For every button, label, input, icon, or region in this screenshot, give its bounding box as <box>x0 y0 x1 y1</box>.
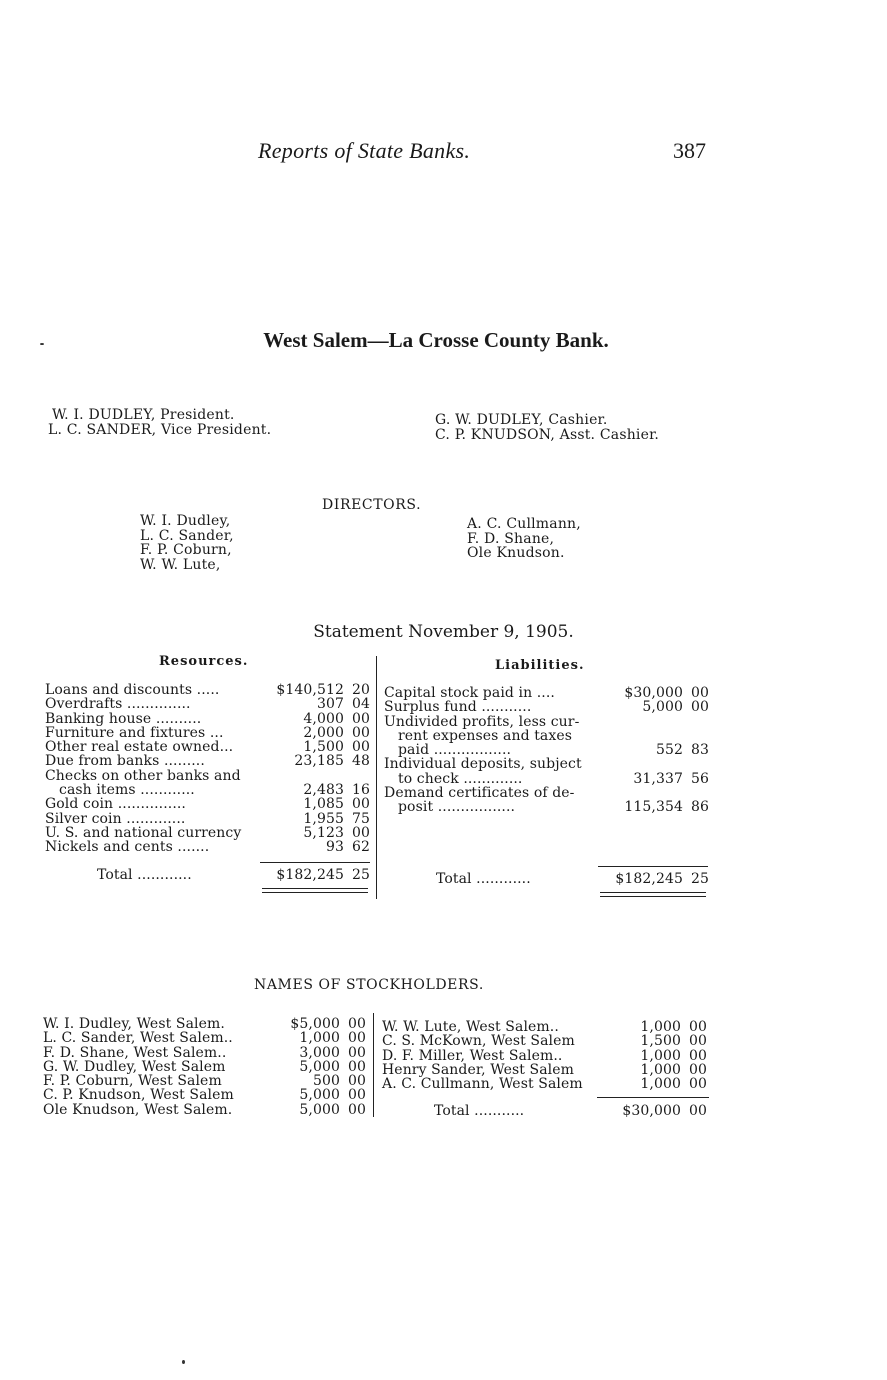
resource-row <box>45 812 375 826</box>
resource-row <box>45 726 375 740</box>
officer-assistant-cashier: C. P. KNUDSON, Asst. Cashier. <box>435 427 660 443</box>
row-label: Banking house .......... <box>45 710 202 727</box>
liability-row <box>384 715 714 729</box>
row-dollars: 5,000 <box>299 1101 340 1118</box>
row-label: W. I. Dudley, West Salem. <box>43 1016 225 1032</box>
row-label: F. D. Shane, West Salem.. <box>43 1044 227 1061</box>
officer-cashier: G. W. DUDLEY, Cashier. <box>435 412 608 428</box>
row-label: C. P. Knudson, West Salem <box>43 1087 234 1104</box>
director-name: A. C. Cullmann, <box>467 516 581 532</box>
row-label: G. W. Dudley, West Salem <box>43 1058 226 1075</box>
row-cents: 00 <box>689 1033 708 1050</box>
stockholders-total-rule <box>597 1097 709 1098</box>
resource-row <box>45 769 375 783</box>
stockholder-row <box>382 1034 712 1048</box>
scan-speck <box>182 1360 185 1364</box>
director-name: Ole Knudson. <box>467 545 565 561</box>
liability-row <box>384 786 714 800</box>
liability-row <box>384 800 714 814</box>
row-cents: 20 <box>352 682 371 698</box>
row-dollars: $140,512 <box>276 682 344 698</box>
bank-title: West Salem—La Crosse County Bank. <box>263 328 609 352</box>
row-label: paid ................. <box>398 742 512 759</box>
row-cents: 00 <box>689 1061 708 1078</box>
resource-row <box>45 783 375 797</box>
statement-column-divider <box>376 656 377 899</box>
stockholders-heading: NAMES OF STOCKHOLDERS. <box>254 977 484 993</box>
row-label: Other real estate owned... <box>45 739 234 756</box>
row-dollars: $5,000 <box>290 1016 340 1032</box>
stockholders-total <box>382 1104 712 1118</box>
row-label: L. C. Sander, West Salem.. <box>43 1030 233 1047</box>
row-cents: 00 <box>348 1030 367 1047</box>
row-dollars: 1,000 <box>640 1047 681 1064</box>
director-name: L. C. Sander, <box>140 527 234 544</box>
row-cents: 00 <box>348 1087 367 1104</box>
stockholders-column-divider <box>373 1013 374 1117</box>
row-dollars: $30,000 <box>624 685 683 701</box>
resources-total-rule <box>260 862 370 863</box>
row-label: F. P. Coburn, West Salem <box>43 1073 222 1090</box>
director-name: F. D. Shane, <box>467 530 555 547</box>
row-label: Gold coin ............... <box>45 796 186 813</box>
stockholder-row <box>382 1049 712 1063</box>
row-dollars: 23,185 <box>294 753 344 770</box>
row-cents: 25 <box>352 867 371 883</box>
row-cents: 16 <box>352 782 371 799</box>
row-dollars: 307 <box>316 696 344 713</box>
row-cents: 00 <box>352 796 371 813</box>
row-cents: 25 <box>691 871 710 887</box>
row-cents: 00 <box>352 824 371 841</box>
row-dollars: $30,000 <box>622 1103 681 1119</box>
resources-total-double-rule <box>262 888 368 893</box>
row-dollars: 1,955 <box>303 810 344 827</box>
resources-heading: Resources. <box>159 654 249 669</box>
liability-row <box>384 772 714 786</box>
row-cents: 00 <box>689 1103 708 1119</box>
officer-vice-president: L. C. SANDER, Vice President. <box>48 422 272 438</box>
stockholders-left-table <box>43 1017 373 1117</box>
row-label: Ole Knudson, West Salem. <box>43 1101 233 1118</box>
row-dollars: 1,085 <box>303 796 344 813</box>
liability-row <box>384 700 714 714</box>
resource-row <box>45 683 375 697</box>
row-cents: 00 <box>348 1016 367 1032</box>
scan-speck <box>40 343 44 345</box>
row-dollars: 500 <box>312 1073 340 1090</box>
row-dollars: 5,000 <box>299 1058 340 1075</box>
director-name: W. W. Lute, <box>140 556 221 573</box>
stockholder-row <box>43 1060 373 1074</box>
liability-row <box>384 743 714 757</box>
row-label: Total ............ <box>97 867 192 883</box>
resources-total-row <box>45 868 375 882</box>
row-label: Individual deposits, subject <box>384 756 582 773</box>
row-cents: 00 <box>689 1047 708 1064</box>
row-cents: 00 <box>352 739 371 756</box>
page-number: 387 <box>673 138 706 163</box>
row-label: Demand certificates of de- <box>384 785 575 802</box>
row-label: Capital stock paid in .... <box>384 685 555 701</box>
resource-row <box>45 712 375 726</box>
stockholder-row <box>43 1046 373 1060</box>
row-dollars: 115,354 <box>624 799 683 816</box>
running-title: Reports of State Banks. <box>258 138 471 163</box>
row-label: C. S. McKown, West Salem <box>382 1033 575 1050</box>
row-cents: 00 <box>689 1076 708 1093</box>
resources-total <box>45 868 375 882</box>
stockholder-row <box>43 1031 373 1045</box>
resource-row <box>45 840 375 854</box>
row-dollars: $182,245 <box>276 867 344 883</box>
row-label: U. S. and national currency <box>45 824 242 841</box>
row-label: Loans and discounts ..... <box>45 682 220 698</box>
row-cents: 00 <box>352 710 371 727</box>
row-dollars: 2,483 <box>303 782 344 799</box>
stockholder-row <box>43 1103 373 1117</box>
row-dollars: 1,500 <box>640 1033 681 1050</box>
liabilities-total-double-rule <box>600 892 706 897</box>
resource-row <box>45 740 375 754</box>
row-label: Due from banks ......... <box>45 753 205 770</box>
row-dollars: 3,000 <box>299 1044 340 1061</box>
row-label: Nickels and cents ....... <box>45 839 210 856</box>
stockholder-row <box>382 1077 712 1091</box>
row-dollars: 5,000 <box>642 699 683 716</box>
directors-right-list <box>467 517 581 561</box>
row-dollars: 1,000 <box>640 1019 681 1035</box>
row-label: A. C. Cullmann, West Salem <box>382 1076 583 1093</box>
row-cents: 56 <box>691 770 710 787</box>
row-cents: 83 <box>691 742 710 759</box>
director-name: F. P. Coburn, <box>140 542 232 558</box>
row-label: Henry Sander, West Salem <box>382 1061 574 1078</box>
stockholders-right-table <box>382 1020 712 1091</box>
row-dollars: 1,500 <box>303 739 344 756</box>
row-label: cash items ............ <box>59 782 195 799</box>
liabilities-total-rule <box>598 866 708 867</box>
row-dollars: 4,000 <box>303 710 344 727</box>
directors-left-list <box>140 514 234 572</box>
row-dollars: 5,000 <box>299 1087 340 1104</box>
row-dollars: 93 <box>325 839 344 856</box>
resource-row <box>45 826 375 840</box>
officer-president: W. I. DUDLEY, President. <box>52 407 235 423</box>
row-cents: 48 <box>352 753 371 770</box>
stockholder-row <box>382 1020 712 1034</box>
liabilities-heading: Liabilities. <box>495 658 585 673</box>
liability-row <box>384 686 714 700</box>
liabilities-total <box>384 872 714 886</box>
row-label: Checks on other banks and <box>45 767 241 784</box>
statement-title: Statement November 9, 1905. <box>313 622 574 642</box>
row-label: Total ............ <box>436 871 531 887</box>
director-name: W. I. Dudley, <box>140 513 231 529</box>
row-label: Total ........... <box>434 1103 525 1119</box>
row-label: Furniture and fixtures ... <box>45 724 224 741</box>
stockholder-row <box>382 1063 712 1077</box>
row-label: Undivided profits, less cur- <box>384 713 580 730</box>
liability-row <box>384 729 714 743</box>
row-label: rent expenses and taxes <box>398 727 573 744</box>
row-cents: 62 <box>352 839 371 856</box>
resource-row <box>45 697 375 711</box>
row-label: W. W. Lute, West Salem.. <box>382 1019 559 1035</box>
row-dollars: 1,000 <box>299 1030 340 1047</box>
liabilities-table <box>384 686 714 815</box>
row-label: to check ............. <box>398 770 523 787</box>
directors-heading: DIRECTORS. <box>322 497 422 513</box>
row-cents: 75 <box>352 810 371 827</box>
row-cents: 00 <box>348 1101 367 1118</box>
row-cents: 00 <box>348 1044 367 1061</box>
row-label: D. F. Miller, West Salem.. <box>382 1047 563 1064</box>
resource-row <box>45 797 375 811</box>
stockholders-total-row <box>382 1104 712 1118</box>
row-cents: 00 <box>352 724 371 741</box>
row-cents: 00 <box>348 1058 367 1075</box>
row-dollars: 31,337 <box>633 770 683 787</box>
row-cents: 00 <box>689 1019 708 1035</box>
row-dollars: 5,123 <box>303 824 344 841</box>
row-label: posit ................. <box>398 799 516 816</box>
row-dollars: 2,000 <box>303 724 344 741</box>
resource-row <box>45 754 375 768</box>
row-cents: 86 <box>691 799 710 816</box>
liabilities-total-row <box>384 872 714 886</box>
row-cents: 00 <box>348 1073 367 1090</box>
liability-row <box>384 757 714 771</box>
stockholder-row <box>43 1074 373 1088</box>
row-dollars: $182,245 <box>615 871 683 887</box>
row-dollars: 1,000 <box>640 1076 681 1093</box>
row-dollars: 1,000 <box>640 1061 681 1078</box>
row-label: Silver coin ............. <box>45 810 186 827</box>
row-cents: 00 <box>691 699 710 716</box>
row-cents: 04 <box>352 696 371 713</box>
stockholder-row <box>43 1017 373 1031</box>
row-label: Overdrafts .............. <box>45 696 191 713</box>
stockholder-row <box>43 1088 373 1102</box>
row-label: Surplus fund ........... <box>384 699 532 716</box>
resources-table <box>45 683 375 855</box>
row-dollars: 552 <box>655 742 683 759</box>
row-cents: 00 <box>691 685 710 701</box>
